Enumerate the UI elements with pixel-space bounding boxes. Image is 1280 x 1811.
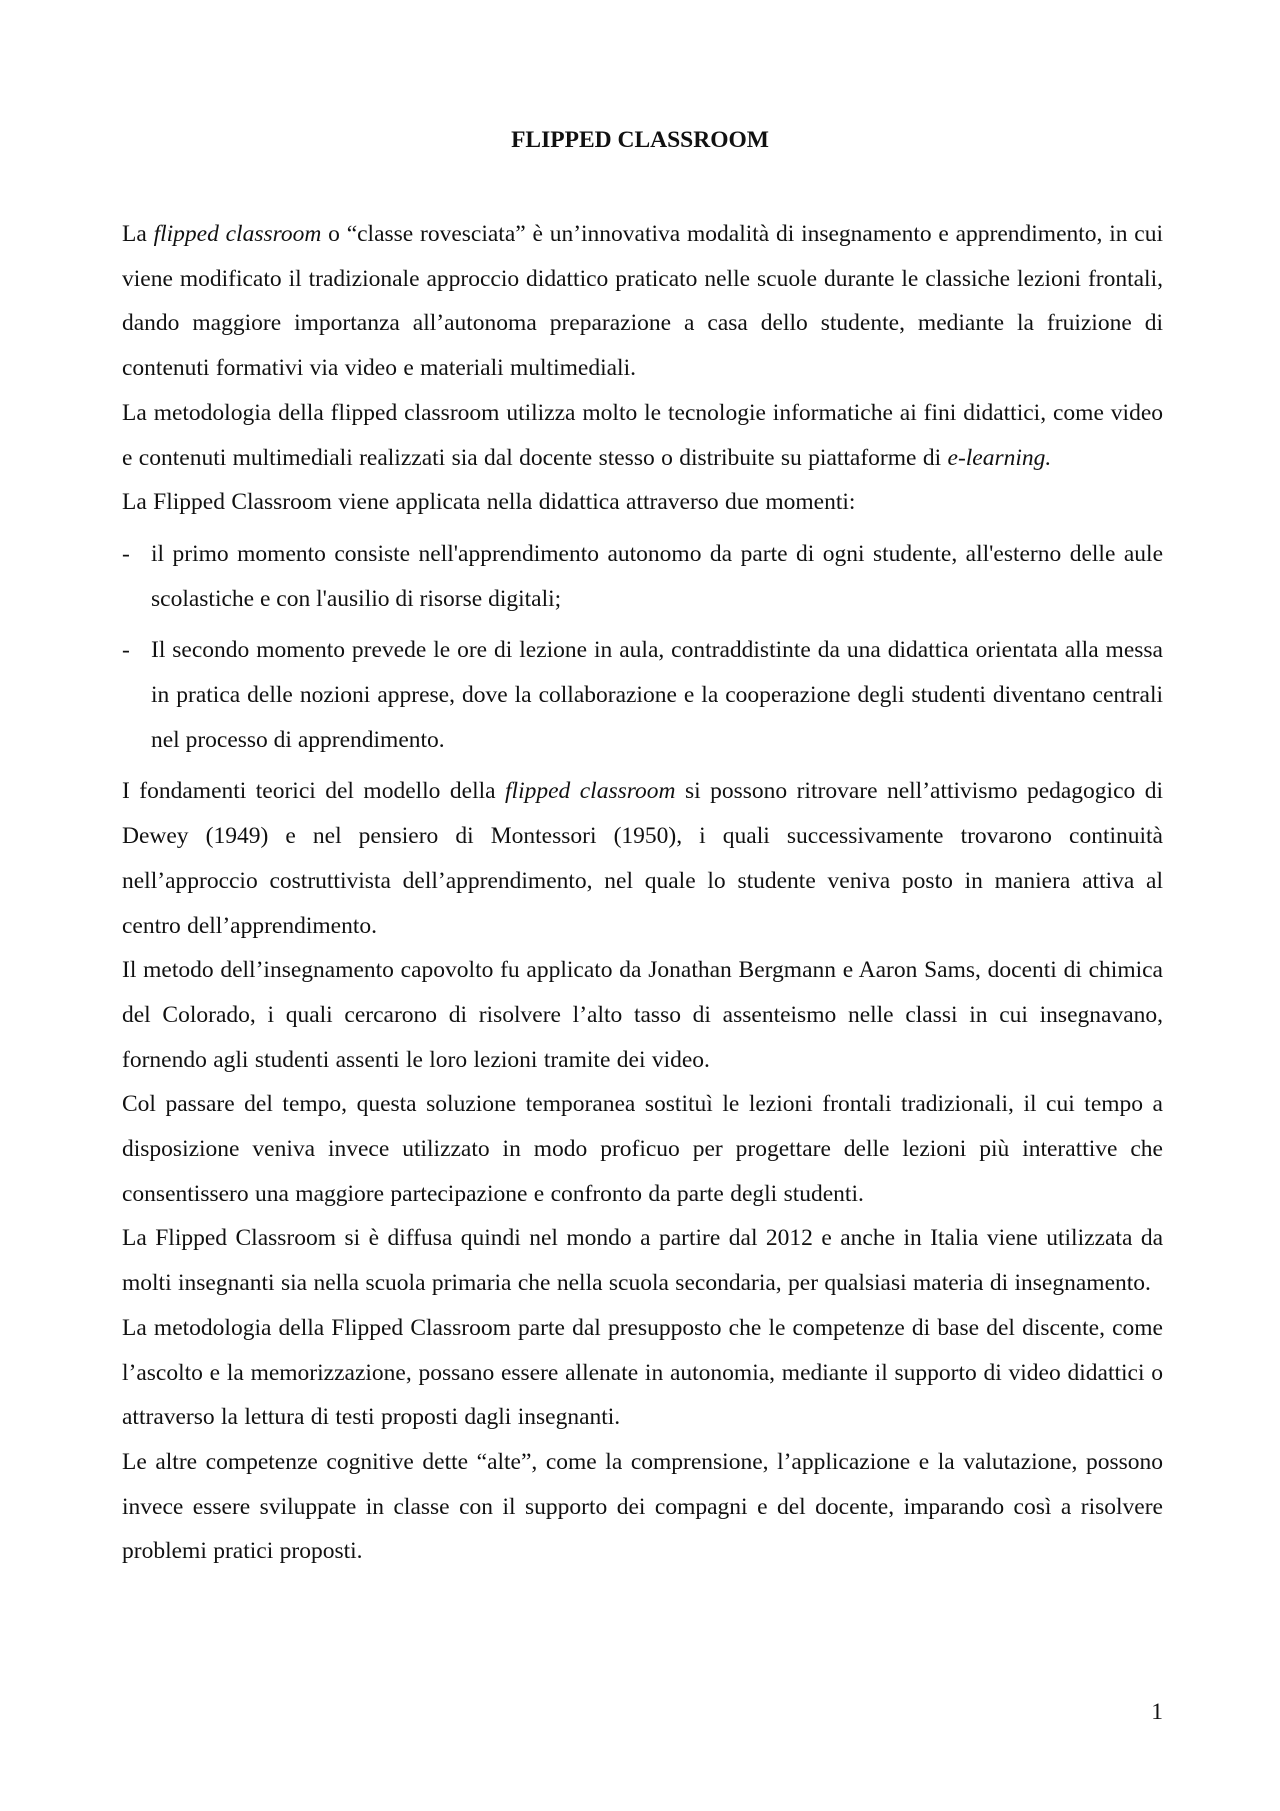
paragraph-methodology (122, 391, 1163, 480)
paragraph-diffusion: La Flipped Classroom si è diffusa quindi nel mondo a partire dal 2012 e anche in Italia viene utilizzata da molti insegnanti sia nella scuola primaria che nella scuola secondaria, per qualsiasi materia di insegnamento. (122, 1225, 1163, 1297)
list-item (122, 532, 1163, 621)
paragraph-moments-intro: La Flipped Classroom viene applicata nella didattica attraverso due momenti: (122, 489, 856, 516)
moments-list (122, 532, 1163, 763)
italic-term: e-learning. (947, 444, 1052, 471)
list-item (122, 628, 1163, 762)
text-run: La metodologia della flipped classroom utilizza molto le tecnologie informatiche ai fini didattici, come video e contenuti multimediali realizzati sia dal docente stesso o distribuite su piattaforme di (122, 399, 1163, 471)
text-run: I fondamenti teorici del modello della (122, 778, 506, 805)
list-dash: - (122, 540, 130, 567)
italic-term: flipped classroom (505, 778, 676, 805)
list-dash: - (122, 637, 130, 664)
list-item-text: Il secondo momento prevede le ore di lezione in aula, contraddistinte da una didattica orientata alla messa in pratica delle nozioni apprese, dove la collaborazione e la cooperazione degli studenti diventano centrali nel processo di apprendimento. (151, 637, 1163, 753)
paragraph-history: Il metodo dell’insegnamento capovolto fu applicato da Jonathan Bergmann e Aaron Sams, docenti di chimica del Colorado, i quali cercarono di risolvere l’alto tasso di assenteismo nelle classi in cui insegnavano, fornendo agli studenti assenti le loro lezioni tramite dei video. (122, 957, 1163, 1073)
document-body (122, 212, 1163, 1574)
paragraph-theory (122, 769, 1163, 948)
text-run: si possono ritrovare nell’attivismo pedagogico di Dewey (1949) e nel pensiero di Montessori (1950), i quali successivamente trovarono continuità nell’approccio costruttivista dell’apprendimento, nel quale lo studente veniva posto in maniera attiva al centro dell’apprendimento. (122, 778, 1164, 939)
page-number: 1 (1151, 1699, 1163, 1725)
paragraph-high-skills: Le altre competenze cognitive dette “alte”, come la comprensione, l’applicazione e la valutazione, possono invece essere sviluppate in classe con il supporto dei compagni e del docente, imparando così a risolvere problemi pratici proposti. (122, 1448, 1163, 1565)
paragraph-intro (122, 212, 1163, 391)
list-item-text: il primo momento consiste nell'apprendimento autonomo da parte di ogni studente, all'esterno delle aule scolastiche e con l'ausilio di risorse digitali; (151, 540, 1163, 612)
document-title: FLIPPED CLASSROOM (511, 127, 769, 153)
paragraph-basic-skills: La metodologia della Flipped Classroom parte dal presupposto che le competenze di base del discente, come l’ascolto e la memorizzazione, possano essere allenate in autonomia, mediante il supporto di video didattici o attraverso la lettura di testi proposti dagli insegnanti. (122, 1314, 1163, 1431)
text-run: La (122, 221, 154, 247)
text-run: o “classe rovesciata” è un’innovativa modalità di insegnamento e apprendimento, in cui viene modificato il tradizionale approccio didattico praticato nelle scuole durante le classiche lezioni frontali, dando maggiore importanza all’autonoma preparazione a casa dello studente, mediante la fruizione di contenuti formativi via video e materiali multimediali. (122, 221, 1163, 382)
italic-term: flipped classroom (153, 221, 322, 247)
paragraph-evolution: Col passare del tempo, questa soluzione temporanea sostituì le lezioni frontali tradizionali, il cui tempo a disposizione veniva invece utilizzato in modo proficuo per progettare delle lezioni più interattive che consentissero una maggiore partecipazione e confronto da parte degli studenti. (122, 1091, 1163, 1207)
